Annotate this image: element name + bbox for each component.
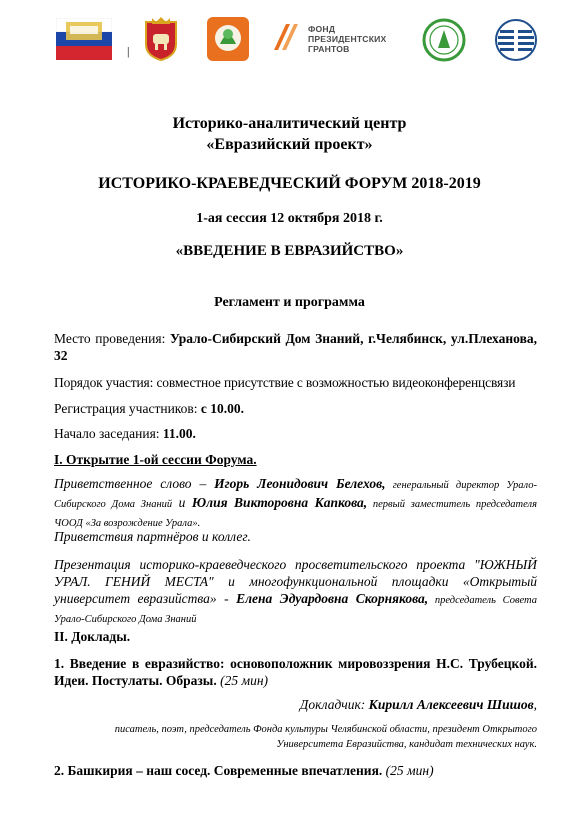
- venue-paragraph: [54, 330, 537, 364]
- registration-value: с 10.00.: [200, 401, 245, 416]
- speaker-comma: ,: [533, 697, 537, 712]
- section-2-heading: II. Доклады.: [54, 629, 131, 644]
- presidential-grants-fund-logo: [270, 20, 400, 64]
- presenter-role: председатель Совета Урало-Сибирского Дома Знаний: [54, 595, 537, 625]
- and-connector: и: [172, 495, 192, 510]
- session-topic: «ВВЕДЕНИЕ В ЕВРАЗИЙСТВО»: [175, 243, 404, 259]
- org-name-line2: «Евразийский проект»: [206, 136, 373, 153]
- report-1-speaker: [54, 696, 537, 713]
- presenter-name: Елена Эдуардовна Скорнякова,: [236, 591, 429, 606]
- fund-logo-text: ФОНД ПРЕЗИДЕНТСКИХ ГРАНТОВ: [308, 24, 387, 54]
- chelyabinsk-coat-of-arms-logo: [140, 16, 182, 62]
- speaker1-name: Игорь Леонидович Белехов,: [214, 476, 386, 491]
- participation-line: Порядок участия: совместное присутствие с возможностью видеоконференцсвязи: [54, 375, 516, 390]
- presentation-text: Презентация историко-краеведческого просветительского проекта "ЮЖНЫЙ УРАЛ. ГЕНИЙ МЕСТА" и многофункциональной площадки «Открытый университет евразийства»: [54, 557, 537, 606]
- registration-label: Регистрация участников:: [54, 401, 201, 416]
- report-1: [54, 655, 537, 689]
- speaker1-role: генеральный директор Урало-Сибирского Дома Знаний: [54, 480, 537, 510]
- logo-bar: [0, 14, 579, 74]
- partners-greeting: Приветствия партнёров и коллег.: [54, 529, 251, 544]
- report-1-speaker-role: писатель, поэт, председатель Фонда культуры Челябинской области, президент Открытого Университета Евразийства, кандидат технических наук.: [114, 724, 537, 750]
- separator-mark: |: [127, 44, 130, 58]
- session-date: 1-ая сессия 12 октября 2018 г.: [196, 211, 383, 226]
- speaker-label: Докладчик:: [299, 697, 369, 712]
- presentation-dash: -: [216, 591, 237, 606]
- start-value: 11.00.: [162, 426, 196, 441]
- venue-label: Место проведения:: [54, 331, 166, 346]
- presentation-paragraph: [54, 556, 537, 628]
- greeting-dash: –: [191, 476, 215, 491]
- speaker2-name: Юлия Викторовна Капкова,: [191, 495, 368, 510]
- report-1-duration: (25 мин): [216, 673, 269, 688]
- report-1-title: 1. Введение в евразийство: основоположник мировоззрения Н.С. Трубецкой. Идеи. Постулаты. Образы.: [54, 656, 537, 688]
- start-label: Начало заседания:: [54, 426, 163, 441]
- report-2: [54, 762, 537, 779]
- section-1-heading: I. Открытие 1-ой сессии Форума.: [54, 452, 257, 467]
- eco-organization-logo: [206, 16, 250, 62]
- program-subtitle: Регламент и программа: [214, 295, 365, 310]
- registration-line: [54, 400, 537, 417]
- report-2-title: 2. Башкирия – наш сосед. Современные впечатления.: [54, 763, 383, 778]
- greeting-label: Приветственное слово: [54, 476, 192, 491]
- rus-flag-logo: [56, 18, 112, 60]
- venue-value: Урало-Сибирский Дом Знаний, г.Челябинск, ул.Плеханова, 32: [54, 331, 537, 363]
- report-2-duration: (25 мин): [382, 763, 434, 778]
- org-name-line1: Историко-аналитический центр: [172, 115, 407, 132]
- speaker2-role: первый заместитель председателя ЧООД «За возрождение Урала».: [54, 499, 537, 529]
- start-time-line: [54, 425, 537, 442]
- blue-globe-logo: [494, 18, 538, 62]
- greeting-paragraph: [54, 475, 537, 532]
- forum-title: ИСТОРИКО-КРАЕВЕДЧЕСКИЙ ФОРУМ 2018-2019: [98, 175, 481, 192]
- grant-fund-emblem-icon: [270, 20, 302, 54]
- report-1-speaker-name: Кирилл Алексеевич Шишов: [368, 697, 534, 712]
- green-round-emblem-logo: [422, 18, 466, 62]
